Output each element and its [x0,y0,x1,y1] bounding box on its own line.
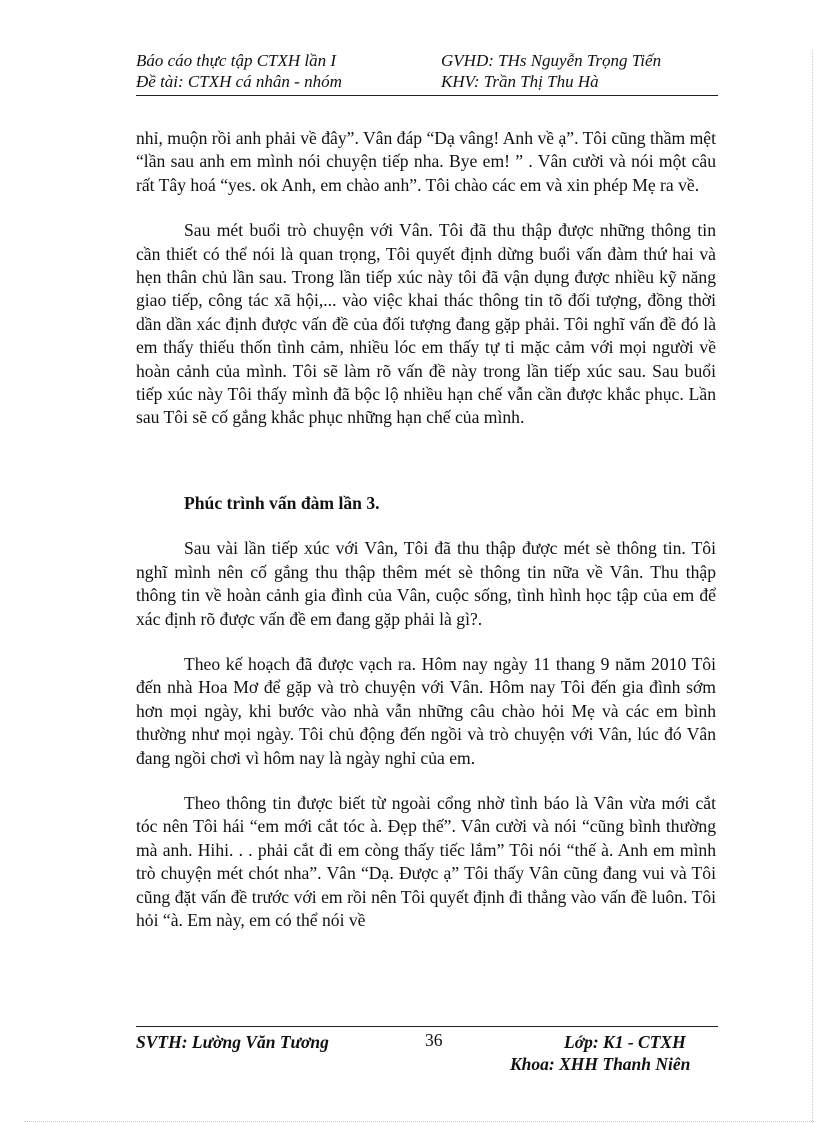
class-name: Lớp: K1 - CTXH [564,1032,686,1052]
field-supervisor: KHV: Trần Thị Thu Hà [441,72,599,91]
page-footer [136,1026,718,1074]
faculty-name: Khoa: XHH Thanh Niên [510,1054,691,1074]
paragraph-4: Theo kế hoạch đã được vạch ra. Hôm nay ngày 11 thang 9 năm 2010 Tôi đến nhà Hoa Mơ để gặp và trò chuyện với Vân. Hôm nay Tôi đến gia đình sớm hơn mọi ngày, khi bước vào nhà vẫn những câu chào hỏi Mẹ và các em bình thường như mọi ngày. Tôi chủ động đến ngồi và trò chuyện với Vân, lúc đó Vân đang ngồi chơi vì hôm nay là ngày nghỉ của em. [136,653,716,768]
header-row-1 [136,50,718,71]
topic: Đề tài: CTXH cá nhân - nhóm [136,72,342,91]
paragraph-2: Sau mét buổi trò chuyện với Vân. Tôi đã thu thập được những thông tin cần thiết có thể nói là quan trọng, Tôi quyết định dừng buổi vấn đàm thứ hai và hẹn thân chủ lần sau. Trong lần tiếp xúc này tôi đã vận dụng được nhiều kỹ năng giao tiếp, công tác xã hội,... vào việc khai thác thông tin tõ đối tượng, đồng thời dần dần xác định được vấn đề của đối tượng đang gặp phải. Tôi nghĩ vấn đề đó là em thấy thiếu thốn tình cảm, nhiều lóc em thấy tự ti mặc cảm với mọi người về hoàn cảnh của mình. Tôi sẽ làm rõ vấn đề này trong lần tiếp xúc sau. Sau buổi tiếp xúc này Tôi thấy mình đã bộc lộ nhiều hạn chế vẫn cần được khắc phục. Lần sau Tôi sẽ cố gắng khắc phục những hạn chế của mình. [136,220,716,428]
section-heading: Phúc trình vấn đàm lần 3. [184,492,380,513]
document-body [136,127,716,954]
paragraph-1: nhỉ, muộn rồi anh phải về đây”. Vân đáp “Dạ vâng! Anh về ạ”. Tôi cũng thầm mệt “lần sau anh em mình nói chuyện tiếp nha. Bye em! ” . Vân cười và nói một câu rất Tây hoá “yes. ok Anh, em chào anh”. Tôi chào các em và xin phép Mẹ ra về. [136,128,716,195]
page-header [136,50,718,96]
student-name: SVTH: Lường Văn Tương [136,1032,329,1052]
page-edge-right [812,50,813,1123]
header-row-2 [136,71,718,92]
page-number: 36 [425,1030,443,1050]
page-edge-bottom [24,1121,814,1122]
paragraph-5: Theo thông tin được biết từ ngoài cổng nhờ tình báo là Vân vừa mới cắt tóc nên Tôi hái “em mới cắt tóc à. Đẹp thế”. Vân cười và nói “cũng bình thường mà anh. Hihi. . . phải cắt đi em còng thấy tiếc lắm” Tôi nói “thế à. Anh em mình trò chuyện mét chót nha”. Vân “Dạ. Được ạ” Tôi thấy Vân cũng đang vui và Tôi cũng đặt vấn đề trước với em rồi nên Tôi quyết định đi thẳng vào vấn đề luôn. Tôi hỏi “à. Em này, em có thể nói về [136,792,716,930]
paragraph-3: Sau vài lần tiếp xúc với Vân, Tôi đã thu thập được mét sè thông tin. Tôi nghĩ mình nên cố gắng thu thập thêm mét sè thông tin nữa về Vân. Thu thập thông tin về hoàn cảnh gia đình của Vân, cuộc sống, tình hình học tập của em để xác định rõ được vấn đề em đang gặp phải là gì?. [136,538,716,629]
supervisor: GVHD: THs Nguyễn Trọng Tiến [441,51,662,70]
report-title: Báo cáo thực tập CTXH lần I [136,51,337,70]
